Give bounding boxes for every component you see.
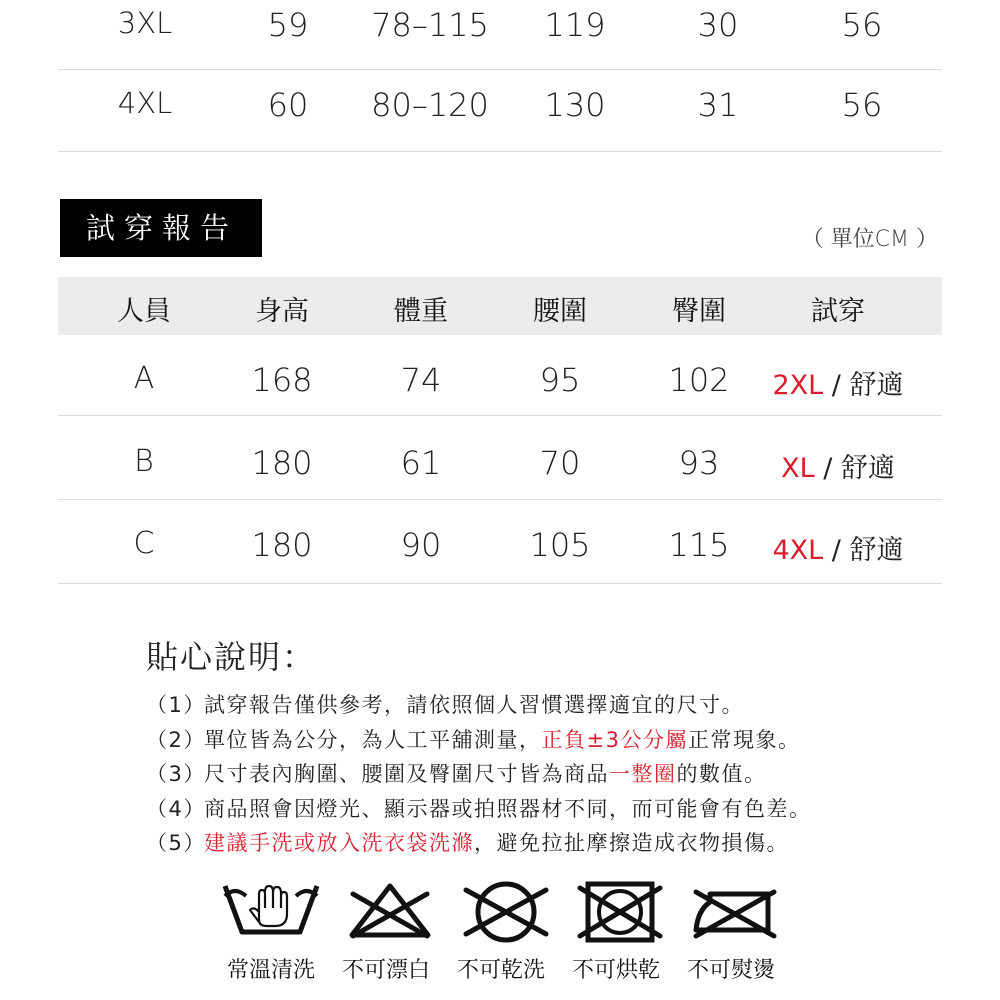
- note-text: 商品照會因燈光、顯示器或拍照器材不同，而可能會有色差。: [204, 797, 812, 821]
- note-index: （3）: [146, 762, 206, 786]
- size-cell: 31: [697, 86, 739, 124]
- care-label: 不可烘乾: [571, 958, 660, 983]
- note-highlight: 一整圈: [609, 762, 677, 786]
- hip-cell: 115: [668, 526, 730, 564]
- no-tumble-dry-icon: [574, 880, 666, 944]
- notes-title: 貼心說明：: [146, 638, 317, 676]
- height-cell: 180: [251, 444, 313, 482]
- hip-cell: 102: [668, 361, 730, 399]
- no-dry-clean-icon: [460, 880, 552, 944]
- note-index: （1）: [146, 693, 206, 717]
- header-weight: 體重: [394, 296, 448, 327]
- header-hip: 臀圍: [672, 296, 726, 327]
- fit-cell: [758, 446, 918, 485]
- weight-cell: 74: [400, 361, 442, 399]
- note-text: 單位皆為公分，為人工平舖測量，: [204, 728, 542, 752]
- note-highlight: 建議手洗或放入洗衣袋洗滌: [204, 831, 474, 855]
- no-bleach-icon: [343, 880, 437, 942]
- care-label: 不可熨燙: [686, 958, 775, 983]
- header-fit: 試穿: [811, 296, 865, 327]
- care-label: 常溫清洗: [226, 958, 315, 983]
- person-cell: C: [133, 526, 155, 561]
- unit-label: （ 單位CM ）: [801, 227, 938, 252]
- header-height: 身高: [255, 296, 309, 327]
- size-cell: 80–120: [371, 86, 489, 124]
- divider: [58, 499, 942, 500]
- size-cell: 3XL: [117, 6, 173, 40]
- waist-cell: 105: [529, 526, 591, 564]
- note-index: （2）: [146, 728, 206, 752]
- note-item: [146, 758, 767, 788]
- header-person: 人員: [117, 296, 171, 327]
- size-cell: 56: [841, 86, 883, 124]
- divider: [58, 69, 942, 70]
- note-text: ，避免拉扯摩擦造成衣物損傷。: [474, 831, 789, 855]
- size-cell: 30: [697, 6, 739, 44]
- height-cell: 180: [251, 526, 313, 564]
- note-item: [146, 724, 800, 754]
- no-iron-icon: [688, 880, 780, 944]
- fit-cell: [758, 528, 918, 567]
- fit-cell: [758, 363, 918, 402]
- fit-comfort: / 舒適: [823, 370, 904, 401]
- note-text: 正常現象。: [687, 728, 801, 752]
- care-label: 不可乾洗: [456, 958, 545, 983]
- note-text: 尺寸表內胸圍、腰圍及臀圍尺寸皆為商品: [204, 762, 609, 786]
- note-item: [146, 793, 812, 823]
- hand-wash-icon: [222, 880, 320, 940]
- note-text: 的數值。: [676, 762, 767, 786]
- note-highlight: 正負±3公分屬: [541, 728, 688, 752]
- person-cell: B: [134, 444, 154, 479]
- fit-comfort: / 舒適: [823, 535, 904, 566]
- weight-cell: 61: [400, 444, 442, 482]
- waist-cell: 70: [539, 444, 581, 482]
- fit-size: 2XL: [772, 370, 824, 401]
- waist-cell: 95: [539, 361, 581, 399]
- fit-comfort: / 舒適: [814, 453, 895, 484]
- size-cell: 4XL: [117, 86, 173, 120]
- size-cell: 78–115: [371, 6, 489, 44]
- size-cell: 119: [544, 6, 606, 44]
- size-cell: 60: [267, 86, 309, 124]
- fit-size: XL: [781, 453, 815, 484]
- divider: [58, 151, 942, 152]
- divider: [58, 583, 942, 584]
- height-cell: 168: [251, 361, 313, 399]
- size-cell: 56: [841, 6, 883, 44]
- fit-report-title: 試穿報告: [60, 199, 262, 257]
- note-index: （4）: [146, 797, 206, 821]
- size-cell: 130: [544, 86, 606, 124]
- weight-cell: 90: [400, 526, 442, 564]
- note-text: 試穿報告僅供參考，請依照個人習慣選擇適宜的尺寸。: [204, 693, 744, 717]
- header-waist: 腰圍: [533, 296, 587, 327]
- person-cell: A: [133, 361, 155, 396]
- note-item: [146, 689, 744, 719]
- size-cell: 59: [267, 6, 309, 44]
- care-label: 不可漂白: [341, 958, 430, 983]
- note-item: [146, 827, 789, 857]
- hip-cell: 93: [678, 444, 720, 482]
- fit-size: 4XL: [772, 535, 824, 566]
- divider: [58, 415, 942, 416]
- note-index: （5）: [146, 831, 206, 855]
